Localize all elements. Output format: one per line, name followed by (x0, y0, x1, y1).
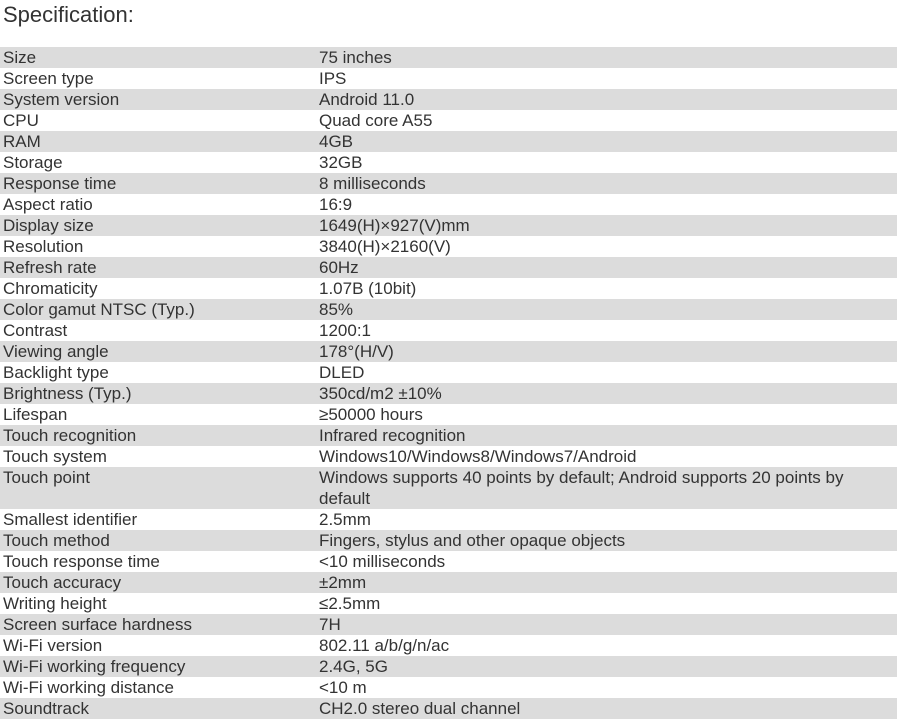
spec-name-cell: Viewing angle (0, 341, 316, 362)
spec-name-cell: Brightness (Typ.) (0, 383, 316, 404)
spec-name-cell: Aspect ratio (0, 194, 316, 215)
spec-value-cell: 802.11 a/b/g/n/ac (316, 635, 897, 656)
spec-value-cell: 16:9 (316, 194, 897, 215)
spec-value-cell: 7H (316, 614, 897, 635)
table-row (0, 467, 897, 509)
spec-value-cell: <10 m (316, 677, 897, 698)
spec-value-cell: DLED (316, 362, 897, 383)
spec-name-cell: Lifespan (0, 404, 316, 425)
spec-value-cell: Windows supports 40 points by default; Android supports 20 points by default (316, 467, 897, 509)
spec-value-cell: 60Hz (316, 257, 897, 278)
spec-name-cell: Resolution (0, 236, 316, 257)
spec-name-cell: Wi-Fi version (0, 635, 316, 656)
spec-name-cell: RAM (0, 131, 316, 152)
table-row (0, 383, 897, 404)
table-row (0, 215, 897, 236)
spec-name-cell: Touch point (0, 467, 316, 509)
table-row (0, 236, 897, 257)
spec-value-cell: ≥50000 hours (316, 404, 897, 425)
table-row (0, 635, 897, 656)
spec-name-cell: Chromaticity (0, 278, 316, 299)
spec-name-cell: Screen type (0, 68, 316, 89)
table-row (0, 173, 897, 194)
spec-name-cell: Color gamut NTSC (Typ.) (0, 299, 316, 320)
spec-value-cell: Android 11.0 (316, 89, 897, 110)
spec-name-cell: Size (0, 47, 316, 68)
spec-value-cell: 3840(H)×2160(V) (316, 236, 897, 257)
table-row (0, 530, 897, 551)
table-row (0, 425, 897, 446)
table-row (0, 614, 897, 635)
spec-value-cell: 4GB (316, 131, 897, 152)
spec-value-cell: 2.4G, 5G (316, 656, 897, 677)
table-row (0, 698, 897, 719)
spec-name-cell: Smallest identifier (0, 509, 316, 530)
spec-value-cell: 178°(H/V) (316, 341, 897, 362)
spec-value-cell: 1649(H)×927(V)mm (316, 215, 897, 236)
spec-value-cell: Infrared recognition (316, 425, 897, 446)
spec-value-cell: 1200:1 (316, 320, 897, 341)
spec-name-cell: Touch response time (0, 551, 316, 572)
spec-name-cell: Display size (0, 215, 316, 236)
spec-table-body (0, 47, 897, 719)
spec-name-cell: Touch recognition (0, 425, 316, 446)
spec-value-cell: ±2mm (316, 572, 897, 593)
table-row (0, 572, 897, 593)
table-row (0, 257, 897, 278)
table-row (0, 677, 897, 698)
table-row (0, 341, 897, 362)
spec-name-cell: Wi-Fi working frequency (0, 656, 316, 677)
spec-name-cell: System version (0, 89, 316, 110)
table-row (0, 656, 897, 677)
spec-name-cell: Screen surface hardness (0, 614, 316, 635)
spec-value-cell: Quad core A55 (316, 110, 897, 131)
spec-value-cell: 32GB (316, 152, 897, 173)
table-row (0, 89, 897, 110)
table-row (0, 593, 897, 614)
table-row (0, 110, 897, 131)
spec-name-cell: Refresh rate (0, 257, 316, 278)
table-row (0, 194, 897, 215)
spec-value-cell: 350cd/m2 ±10% (316, 383, 897, 404)
table-row (0, 152, 897, 173)
spec-value-cell: 85% (316, 299, 897, 320)
spec-name-cell: Storage (0, 152, 316, 173)
table-row (0, 404, 897, 425)
spec-name-cell: Touch method (0, 530, 316, 551)
spec-value-cell: CH2.0 stereo dual channel (316, 698, 897, 719)
spec-name-cell: Writing height (0, 593, 316, 614)
spec-value-cell: Windows10/Windows8/Windows7/Android (316, 446, 897, 467)
spec-name-cell: Contrast (0, 320, 316, 341)
spec-value-cell: ≤2.5mm (316, 593, 897, 614)
table-row (0, 131, 897, 152)
spec-name-cell: Touch accuracy (0, 572, 316, 593)
table-row (0, 509, 897, 530)
spec-value-cell: Fingers, stylus and other opaque objects (316, 530, 897, 551)
spec-value-cell: <10 milliseconds (316, 551, 897, 572)
page-title: Specification: (3, 2, 134, 27)
spec-value-cell: 1.07B (10bit) (316, 278, 897, 299)
table-row (0, 278, 897, 299)
spec-name-cell: Response time (0, 173, 316, 194)
spec-name-cell: CPU (0, 110, 316, 131)
table-row (0, 47, 897, 68)
table-row (0, 299, 897, 320)
spec-name-cell: Soundtrack (0, 698, 316, 719)
table-row (0, 68, 897, 89)
table-row (0, 320, 897, 341)
spec-name-cell: Touch system (0, 446, 316, 467)
spec-value-cell: 2.5mm (316, 509, 897, 530)
table-row (0, 446, 897, 467)
spec-table (0, 47, 897, 719)
table-row (0, 551, 897, 572)
spec-value-cell: 75 inches (316, 47, 897, 68)
spec-name-cell: Backlight type (0, 362, 316, 383)
spec-value-cell: 8 milliseconds (316, 173, 897, 194)
spec-value-cell: IPS (316, 68, 897, 89)
table-row (0, 362, 897, 383)
spec-name-cell: Wi-Fi working distance (0, 677, 316, 698)
